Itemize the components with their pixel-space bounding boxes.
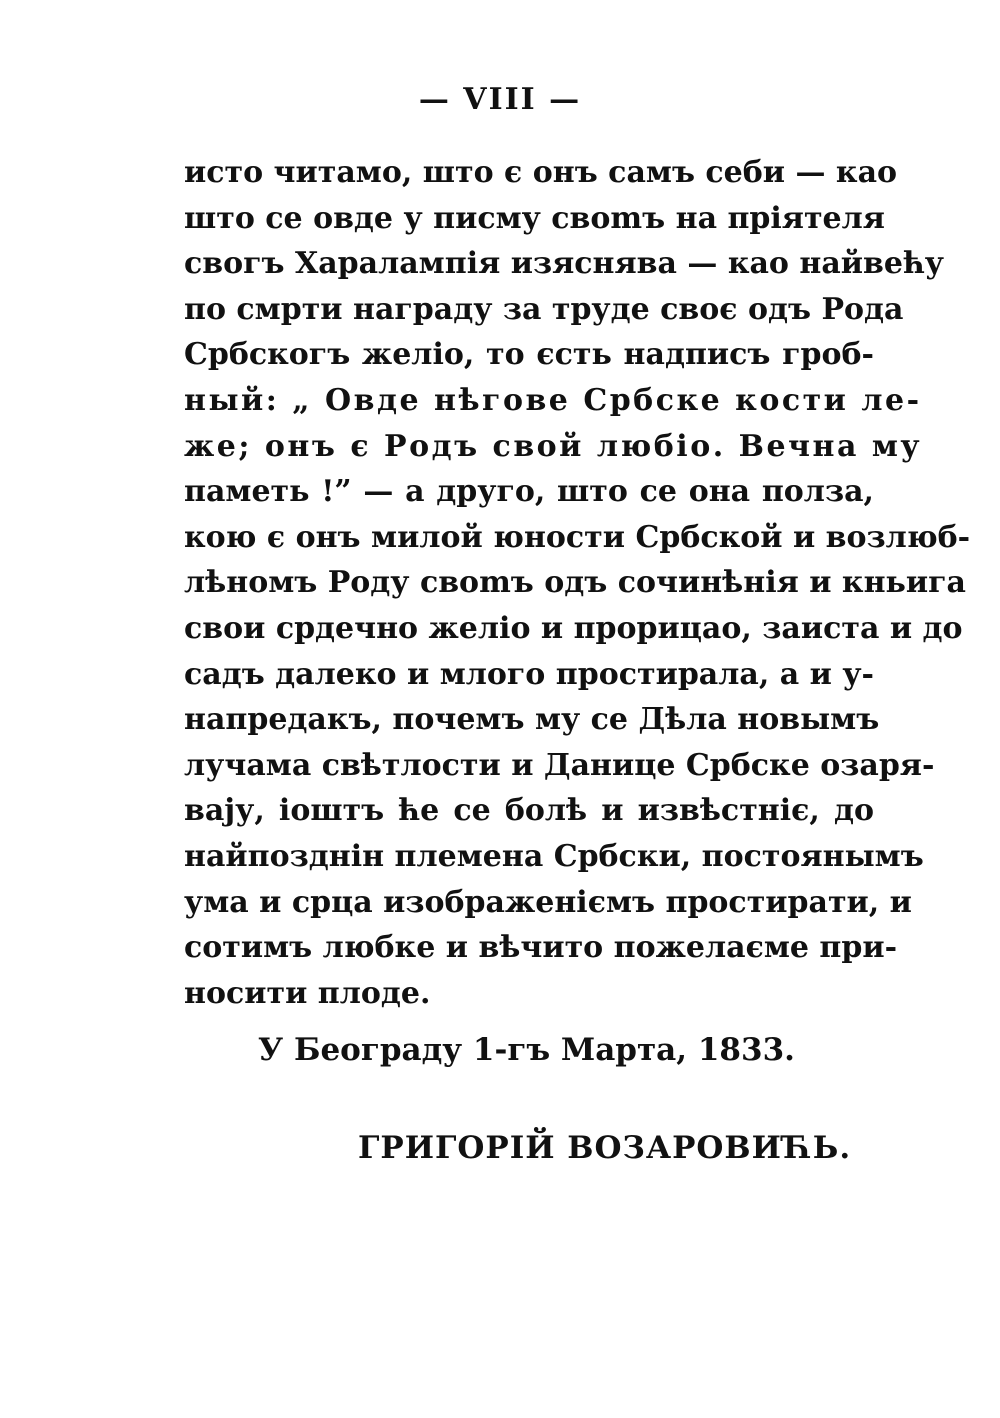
text-line: садъ далеко и млого простирала, а и у- [184,656,874,692]
text-line-last: носити плоде. [184,975,431,1011]
text-line: исто читамо, што є онъ самъ себи — као [184,155,898,190]
text-line: найпозднін племена Србски, постоянымъ [184,838,924,874]
text-line-emphasis: ный: „ Овде нѣгове Србске кости ле- [184,382,922,418]
text-line: паметь !” — а друго, што се она полза, [184,474,874,510]
text-line: свои срдечно желіо и прорицао, заиста и до [184,610,963,646]
text-line: напредакъ, почемъ му се Дѣла новымъ [184,702,880,738]
text-line: лучама свѣтлости и Данице Србске озаря- [184,747,935,783]
text-line: ума и срца изображеніємъ простирати, и [184,884,912,920]
text-line: лѣномъ Роду своmъ одъ сочинѣнія и кньига [184,565,966,601]
text-line: свогъ Харалампія изяснява — као найвећу [184,246,944,282]
page-number: — VIII — [418,82,582,117]
text-line: вају, іоштъ ће се болѣ и извѣстніє, до [184,793,874,829]
dateline: У Београду 1-гъ Марта, 1833. [258,1032,795,1068]
text-line: Србскогъ желіо, то єсть надписъ гроб- [184,337,874,373]
text-line-emphasis: же; онъ є Родъ свой любіо. Вечна му [184,428,923,464]
text-line: сотимъ любке и вѣчито пожелаєме при- [184,930,898,966]
text-line: по смрти награду за труде своє одъ Рода [184,291,904,327]
author-signature: ГРИГОРІЙ ВОЗАРОВИЋЬ. [358,1130,852,1166]
text-line: кою є онъ милой юности Србской и возлюб- [184,519,971,555]
body-paragraph [184,150,971,1016]
text-line: што се овде у писму своmъ на пріятеля [184,200,885,236]
